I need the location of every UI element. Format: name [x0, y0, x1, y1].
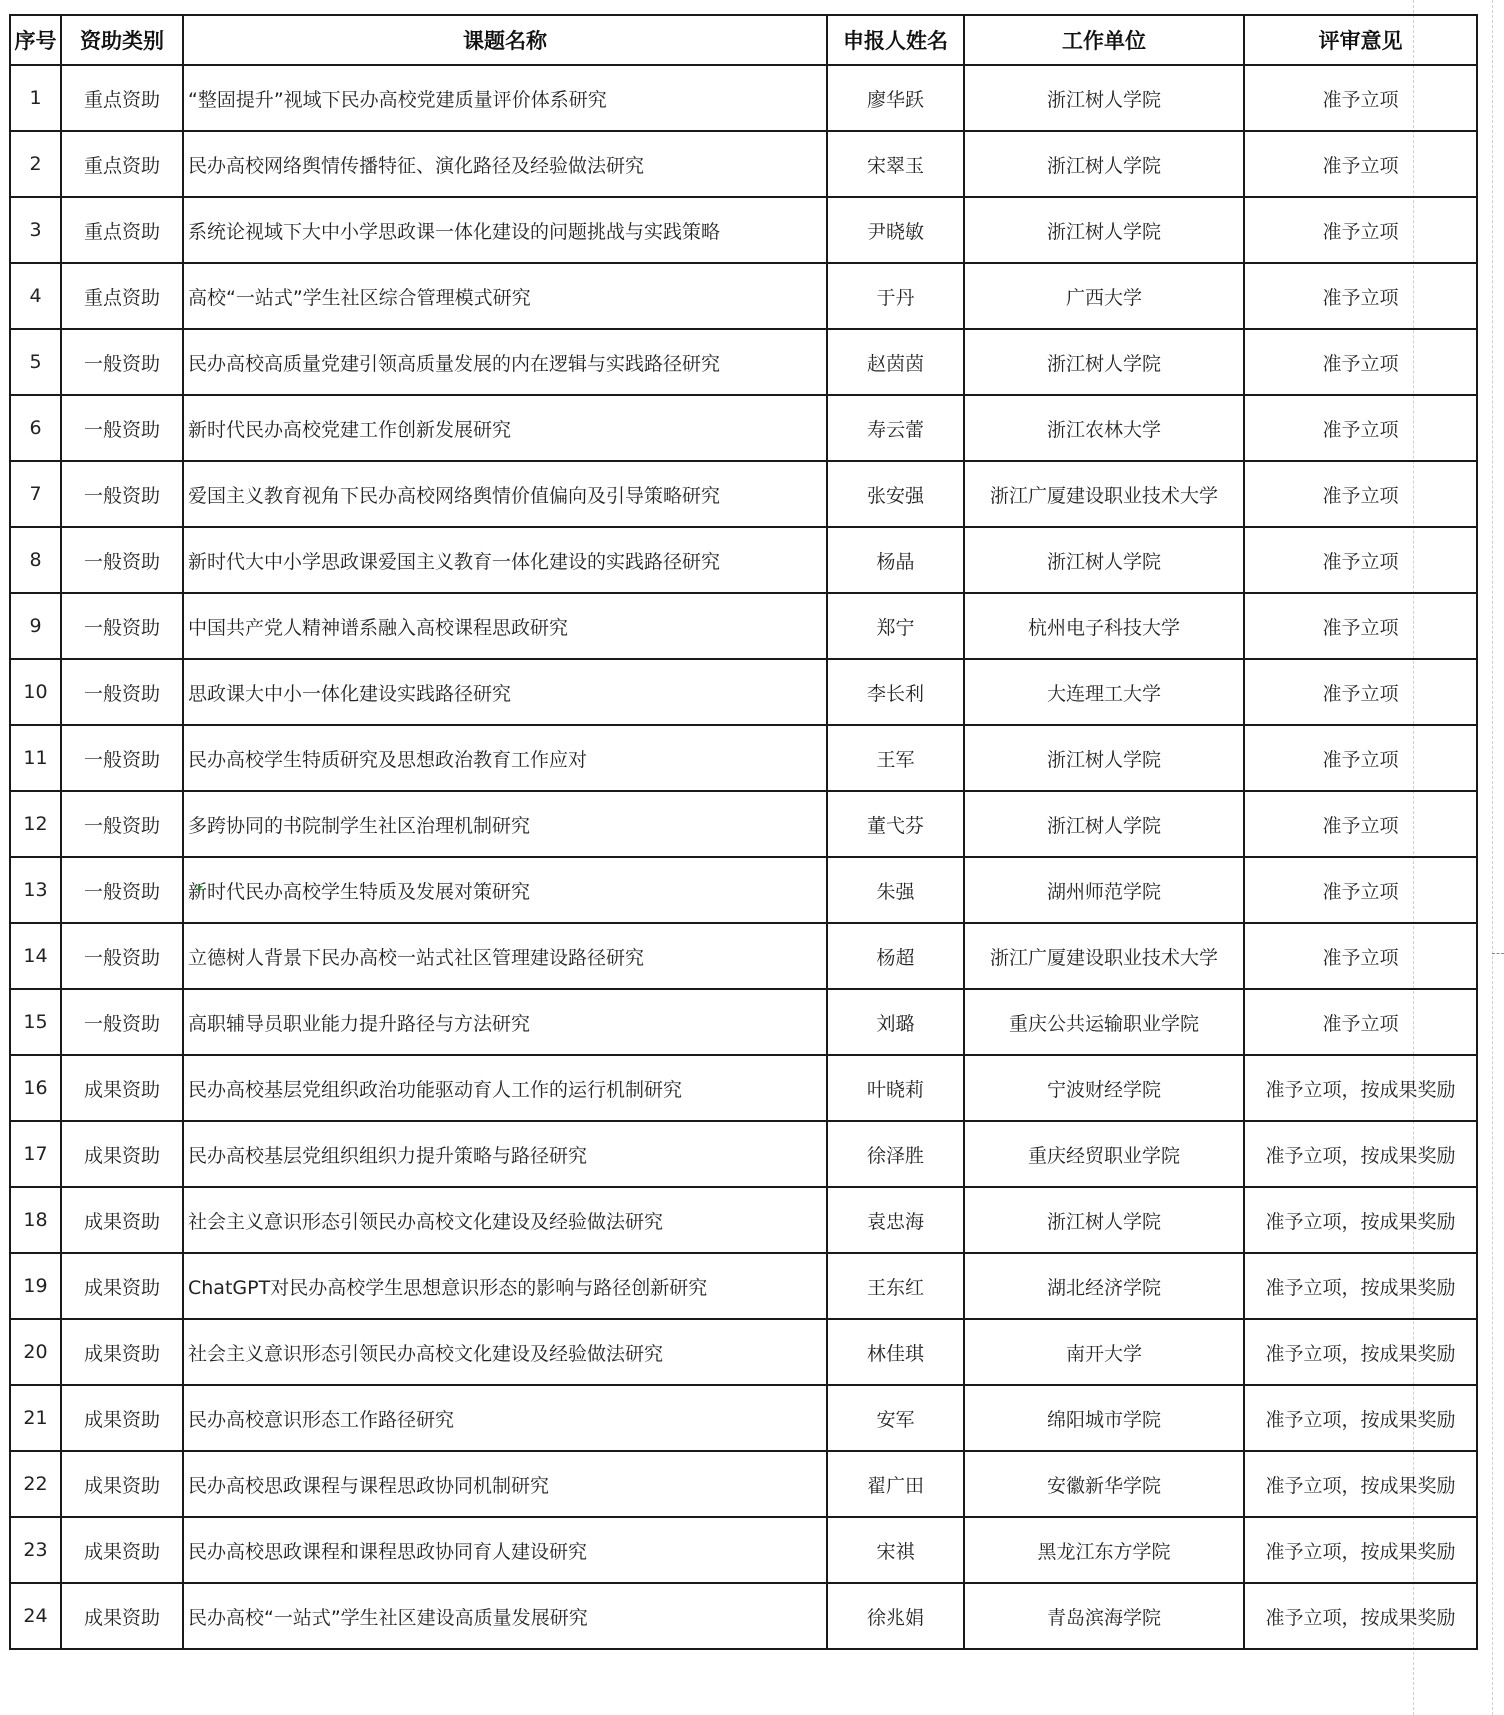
- cell-unit[interactable]: 浙江树人学院: [964, 197, 1244, 263]
- cell-category[interactable]: 一般资助: [61, 527, 183, 593]
- cell-category[interactable]: 一般资助: [61, 461, 183, 527]
- cell-title[interactable]: 民办高校基层党组织政治功能驱动育人工作的运行机制研究: [183, 1055, 827, 1121]
- cell-unit[interactable]: 浙江农林大学: [964, 395, 1244, 461]
- cell-opinion[interactable]: 准予立项: [1244, 989, 1477, 1055]
- cell-applicant[interactable]: 袁忠海: [827, 1187, 964, 1253]
- cell-applicant[interactable]: 李长利: [827, 659, 964, 725]
- cell-applicant[interactable]: 寿云蕾: [827, 395, 964, 461]
- cell-category[interactable]: 成果资助: [61, 1517, 183, 1583]
- cell-opinion[interactable]: 准予立项: [1244, 659, 1477, 725]
- table-row[interactable]: [10, 65, 1477, 131]
- table-row[interactable]: [10, 593, 1477, 659]
- cell-category[interactable]: 成果资助: [61, 1121, 183, 1187]
- cell-applicant[interactable]: 郑宁: [827, 593, 964, 659]
- cell-category[interactable]: 一般资助: [61, 791, 183, 857]
- cell-category[interactable]: 一般资助: [61, 395, 183, 461]
- cell-category[interactable]: 一般资助: [61, 923, 183, 989]
- cell-unit[interactable]: 湖北经济学院: [964, 1253, 1244, 1319]
- cell-unit[interactable]: 湖州师范学院: [964, 857, 1244, 923]
- cell-no[interactable]: 3: [10, 197, 61, 263]
- cell-title[interactable]: 民办高校意识形态工作路径研究: [183, 1385, 827, 1451]
- table-row[interactable]: [10, 1253, 1477, 1319]
- cell-applicant[interactable]: 宋翠玉: [827, 131, 964, 197]
- cell-applicant[interactable]: 安军: [827, 1385, 964, 1451]
- cell-opinion[interactable]: 准予立项，按成果奖励: [1244, 1385, 1477, 1451]
- cell-title[interactable]: 民办高校高质量党建引领高质量发展的内在逻辑与实践路径研究: [183, 329, 827, 395]
- cell-title[interactable]: 立德树人背景下民办高校一站式社区管理建设路径研究: [183, 923, 827, 989]
- table-row[interactable]: [10, 131, 1477, 197]
- cell-opinion[interactable]: 准予立项，按成果奖励: [1244, 1319, 1477, 1385]
- cell-unit[interactable]: 广西大学: [964, 263, 1244, 329]
- cell-category[interactable]: 重点资助: [61, 131, 183, 197]
- cell-no[interactable]: 13: [10, 857, 61, 923]
- table-row[interactable]: [10, 1517, 1477, 1583]
- cell-opinion[interactable]: 准予立项: [1244, 131, 1477, 197]
- cell-category[interactable]: 成果资助: [61, 1187, 183, 1253]
- page-break-line: [1492, 953, 1504, 954]
- cell-opinion[interactable]: 准予立项: [1244, 329, 1477, 395]
- cell-no[interactable]: 12: [10, 791, 61, 857]
- table-body: [10, 65, 1477, 1649]
- cell-applicant[interactable]: 翟广田: [827, 1451, 964, 1517]
- cell-comment-marker: [198, 886, 203, 891]
- table-row[interactable]: [10, 461, 1477, 527]
- table-row[interactable]: [10, 395, 1477, 461]
- table-row[interactable]: [10, 527, 1477, 593]
- cell-applicant[interactable]: 叶晓莉: [827, 1055, 964, 1121]
- table-row[interactable]: [10, 857, 1477, 923]
- cell-title[interactable]: 新时代大中小学思政课爱国主义教育一体化建设的实践路径研究: [183, 527, 827, 593]
- table-row[interactable]: [10, 1187, 1477, 1253]
- header-applicant: 申报人姓名: [827, 15, 964, 65]
- cell-applicant[interactable]: 林佳琪: [827, 1319, 964, 1385]
- cell-applicant[interactable]: 朱强: [827, 857, 964, 923]
- cell-title[interactable]: 新时代民办高校党建工作创新发展研究: [183, 395, 827, 461]
- cell-no[interactable]: 1: [10, 65, 61, 131]
- cell-category[interactable]: 重点资助: [61, 263, 183, 329]
- cell-category[interactable]: 成果资助: [61, 1385, 183, 1451]
- cell-no[interactable]: 15: [10, 989, 61, 1055]
- table-row[interactable]: [10, 923, 1477, 989]
- cell-category[interactable]: 成果资助: [61, 1583, 183, 1649]
- cell-title[interactable]: 新时代民办高校学生特质及发展对策研究: [183, 857, 827, 923]
- cell-title[interactable]: 系统论视域下大中小学思政课一体化建设的问题挑战与实践策略: [183, 197, 827, 263]
- cell-no[interactable]: 16: [10, 1055, 61, 1121]
- cell-no[interactable]: 20: [10, 1319, 61, 1385]
- cell-opinion[interactable]: 准予立项: [1244, 65, 1477, 131]
- cell-opinion[interactable]: 准予立项，按成果奖励: [1244, 1583, 1477, 1649]
- cell-category[interactable]: 成果资助: [61, 1055, 183, 1121]
- cell-no[interactable]: 8: [10, 527, 61, 593]
- cell-title[interactable]: 民办高校基层党组织组织力提升策略与路径研究: [183, 1121, 827, 1187]
- cell-applicant[interactable]: 于丹: [827, 263, 964, 329]
- header-category: 资助类别: [61, 15, 183, 65]
- cell-no[interactable]: 2: [10, 131, 61, 197]
- table-row[interactable]: [10, 791, 1477, 857]
- table-row[interactable]: [10, 1121, 1477, 1187]
- table-row[interactable]: [10, 263, 1477, 329]
- cell-category[interactable]: 成果资助: [61, 1253, 183, 1319]
- cell-no[interactable]: 21: [10, 1385, 61, 1451]
- cell-opinion[interactable]: 准予立项: [1244, 395, 1477, 461]
- cell-applicant[interactable]: 刘璐: [827, 989, 964, 1055]
- cell-category[interactable]: 一般资助: [61, 659, 183, 725]
- cell-applicant[interactable]: 杨超: [827, 923, 964, 989]
- cell-applicant[interactable]: 王军: [827, 725, 964, 791]
- cell-applicant[interactable]: 廖华跃: [827, 65, 964, 131]
- cell-applicant[interactable]: 王东红: [827, 1253, 964, 1319]
- cell-unit[interactable]: 杭州电子科技大学: [964, 593, 1244, 659]
- cell-no[interactable]: 18: [10, 1187, 61, 1253]
- cell-opinion[interactable]: 准予立项: [1244, 857, 1477, 923]
- cell-unit[interactable]: 浙江树人学院: [964, 791, 1244, 857]
- cell-no[interactable]: 10: [10, 659, 61, 725]
- cell-no[interactable]: 22: [10, 1451, 61, 1517]
- header-title: 课题名称: [183, 15, 827, 65]
- cell-no[interactable]: 17: [10, 1121, 61, 1187]
- cell-opinion[interactable]: 准予立项，按成果奖励: [1244, 1253, 1477, 1319]
- header-no: 序号: [10, 15, 61, 65]
- cell-title[interactable]: 民办高校思政课程和课程思政协同育人建设研究: [183, 1517, 827, 1583]
- cell-category[interactable]: 一般资助: [61, 593, 183, 659]
- cell-unit[interactable]: 浙江广厦建设职业技术大学: [964, 461, 1244, 527]
- cell-no[interactable]: 6: [10, 395, 61, 461]
- cell-category[interactable]: 成果资助: [61, 1319, 183, 1385]
- cell-applicant[interactable]: 张安强: [827, 461, 964, 527]
- cell-opinion[interactable]: 准予立项，按成果奖励: [1244, 1451, 1477, 1517]
- table-row[interactable]: [10, 1319, 1477, 1385]
- cell-opinion[interactable]: 准予立项: [1244, 461, 1477, 527]
- cell-unit[interactable]: 绵阳城市学院: [964, 1385, 1244, 1451]
- project-table: [9, 14, 1478, 1650]
- cell-applicant[interactable]: 杨晶: [827, 527, 964, 593]
- cell-opinion[interactable]: 准予立项: [1244, 791, 1477, 857]
- cell-unit[interactable]: 浙江树人学院: [964, 527, 1244, 593]
- cell-opinion[interactable]: 准予立项，按成果奖励: [1244, 1055, 1477, 1121]
- cell-category[interactable]: 重点资助: [61, 197, 183, 263]
- cell-unit[interactable]: 重庆经贸职业学院: [964, 1121, 1244, 1187]
- cell-category[interactable]: 一般资助: [61, 989, 183, 1055]
- cell-title[interactable]: “整固提升”视域下民办高校党建质量评价体系研究: [183, 65, 827, 131]
- cell-no[interactable]: 9: [10, 593, 61, 659]
- cell-title[interactable]: 民办高校思政课程与课程思政协同机制研究: [183, 1451, 827, 1517]
- cell-unit[interactable]: 大连理工大学: [964, 659, 1244, 725]
- cell-unit[interactable]: 浙江树人学院: [964, 1187, 1244, 1253]
- cell-opinion[interactable]: 准予立项: [1244, 923, 1477, 989]
- cell-title[interactable]: 民办高校学生特质研究及思想政治教育工作应对: [183, 725, 827, 791]
- cell-category[interactable]: 成果资助: [61, 1451, 183, 1517]
- cell-title[interactable]: 高职辅导员职业能力提升路径与方法研究: [183, 989, 827, 1055]
- cell-title[interactable]: 民办高校“一站式”学生社区建设高质量发展研究: [183, 1583, 827, 1649]
- cell-no[interactable]: 24: [10, 1583, 61, 1649]
- spreadsheet: [9, 14, 1478, 1650]
- cell-unit[interactable]: 黑龙江东方学院: [964, 1517, 1244, 1583]
- table-row[interactable]: [10, 329, 1477, 395]
- table-row[interactable]: [10, 1583, 1477, 1649]
- cell-category[interactable]: 一般资助: [61, 329, 183, 395]
- cell-title[interactable]: 多跨协同的书院制学生社区治理机制研究: [183, 791, 827, 857]
- table-row[interactable]: [10, 1385, 1477, 1451]
- cell-opinion[interactable]: 准予立项，按成果奖励: [1244, 1121, 1477, 1187]
- table-row[interactable]: [10, 725, 1477, 791]
- cell-applicant[interactable]: 徐兆娟: [827, 1583, 964, 1649]
- cell-applicant[interactable]: 赵茵茵: [827, 329, 964, 395]
- cell-unit[interactable]: 浙江广厦建设职业技术大学: [964, 923, 1244, 989]
- header-row: [10, 15, 1477, 65]
- table-row[interactable]: [10, 1055, 1477, 1121]
- cell-unit[interactable]: 浙江树人学院: [964, 329, 1244, 395]
- cell-unit[interactable]: 宁波财经学院: [964, 1055, 1244, 1121]
- cell-unit[interactable]: 浙江树人学院: [964, 725, 1244, 791]
- cell-no[interactable]: 14: [10, 923, 61, 989]
- table-row[interactable]: [10, 1451, 1477, 1517]
- cell-opinion[interactable]: 准予立项: [1244, 527, 1477, 593]
- header-opinion: 评审意见: [1244, 15, 1477, 65]
- cell-applicant[interactable]: 尹晓敏: [827, 197, 964, 263]
- cell-no[interactable]: 11: [10, 725, 61, 791]
- sheet-gridline: [1492, 0, 1493, 1715]
- cell-no[interactable]: 19: [10, 1253, 61, 1319]
- cell-title[interactable]: 民办高校网络舆情传播特征、演化路径及经验做法研究: [183, 131, 827, 197]
- cell-opinion[interactable]: 准予立项: [1244, 263, 1477, 329]
- cell-title[interactable]: 社会主义意识形态引领民办高校文化建设及经验做法研究: [183, 1319, 827, 1385]
- cell-unit[interactable]: 重庆公共运输职业学院: [964, 989, 1244, 1055]
- cell-unit[interactable]: 浙江树人学院: [964, 131, 1244, 197]
- cell-unit[interactable]: 青岛滨海学院: [964, 1583, 1244, 1649]
- cell-category[interactable]: 重点资助: [61, 65, 183, 131]
- cell-no[interactable]: 5: [10, 329, 61, 395]
- cell-title[interactable]: 社会主义意识形态引领民办高校文化建设及经验做法研究: [183, 1187, 827, 1253]
- cell-no[interactable]: 23: [10, 1517, 61, 1583]
- cell-opinion[interactable]: 准予立项: [1244, 725, 1477, 791]
- cell-title[interactable]: 中国共产党人精神谱系融入高校课程思政研究: [183, 593, 827, 659]
- cell-title[interactable]: 高校“一站式”学生社区综合管理模式研究: [183, 263, 827, 329]
- table-row[interactable]: [10, 989, 1477, 1055]
- cell-unit[interactable]: 浙江树人学院: [964, 65, 1244, 131]
- cell-opinion[interactable]: 准予立项，按成果奖励: [1244, 1187, 1477, 1253]
- cell-category[interactable]: 一般资助: [61, 857, 183, 923]
- cell-opinion[interactable]: 准予立项，按成果奖励: [1244, 1517, 1477, 1583]
- cell-applicant[interactable]: 董弋芬: [827, 791, 964, 857]
- cell-unit[interactable]: 南开大学: [964, 1319, 1244, 1385]
- cell-title[interactable]: 爱国主义教育视角下民办高校网络舆情价值偏向及引导策略研究: [183, 461, 827, 527]
- table-row[interactable]: [10, 197, 1477, 263]
- cell-applicant[interactable]: 徐泽胜: [827, 1121, 964, 1187]
- cell-no[interactable]: 4: [10, 263, 61, 329]
- cell-no[interactable]: 7: [10, 461, 61, 527]
- header-unit: 工作单位: [964, 15, 1244, 65]
- cell-opinion[interactable]: 准予立项: [1244, 197, 1477, 263]
- cell-title[interactable]: 思政课大中小一体化建设实践路径研究: [183, 659, 827, 725]
- cell-unit[interactable]: 安徽新华学院: [964, 1451, 1244, 1517]
- cell-title[interactable]: ChatGPT对民办高校学生思想意识形态的影响与路径创新研究: [183, 1253, 827, 1319]
- table-row[interactable]: [10, 659, 1477, 725]
- cell-opinion[interactable]: 准予立项: [1244, 593, 1477, 659]
- cell-applicant[interactable]: 宋祺: [827, 1517, 964, 1583]
- cell-category[interactable]: 一般资助: [61, 725, 183, 791]
